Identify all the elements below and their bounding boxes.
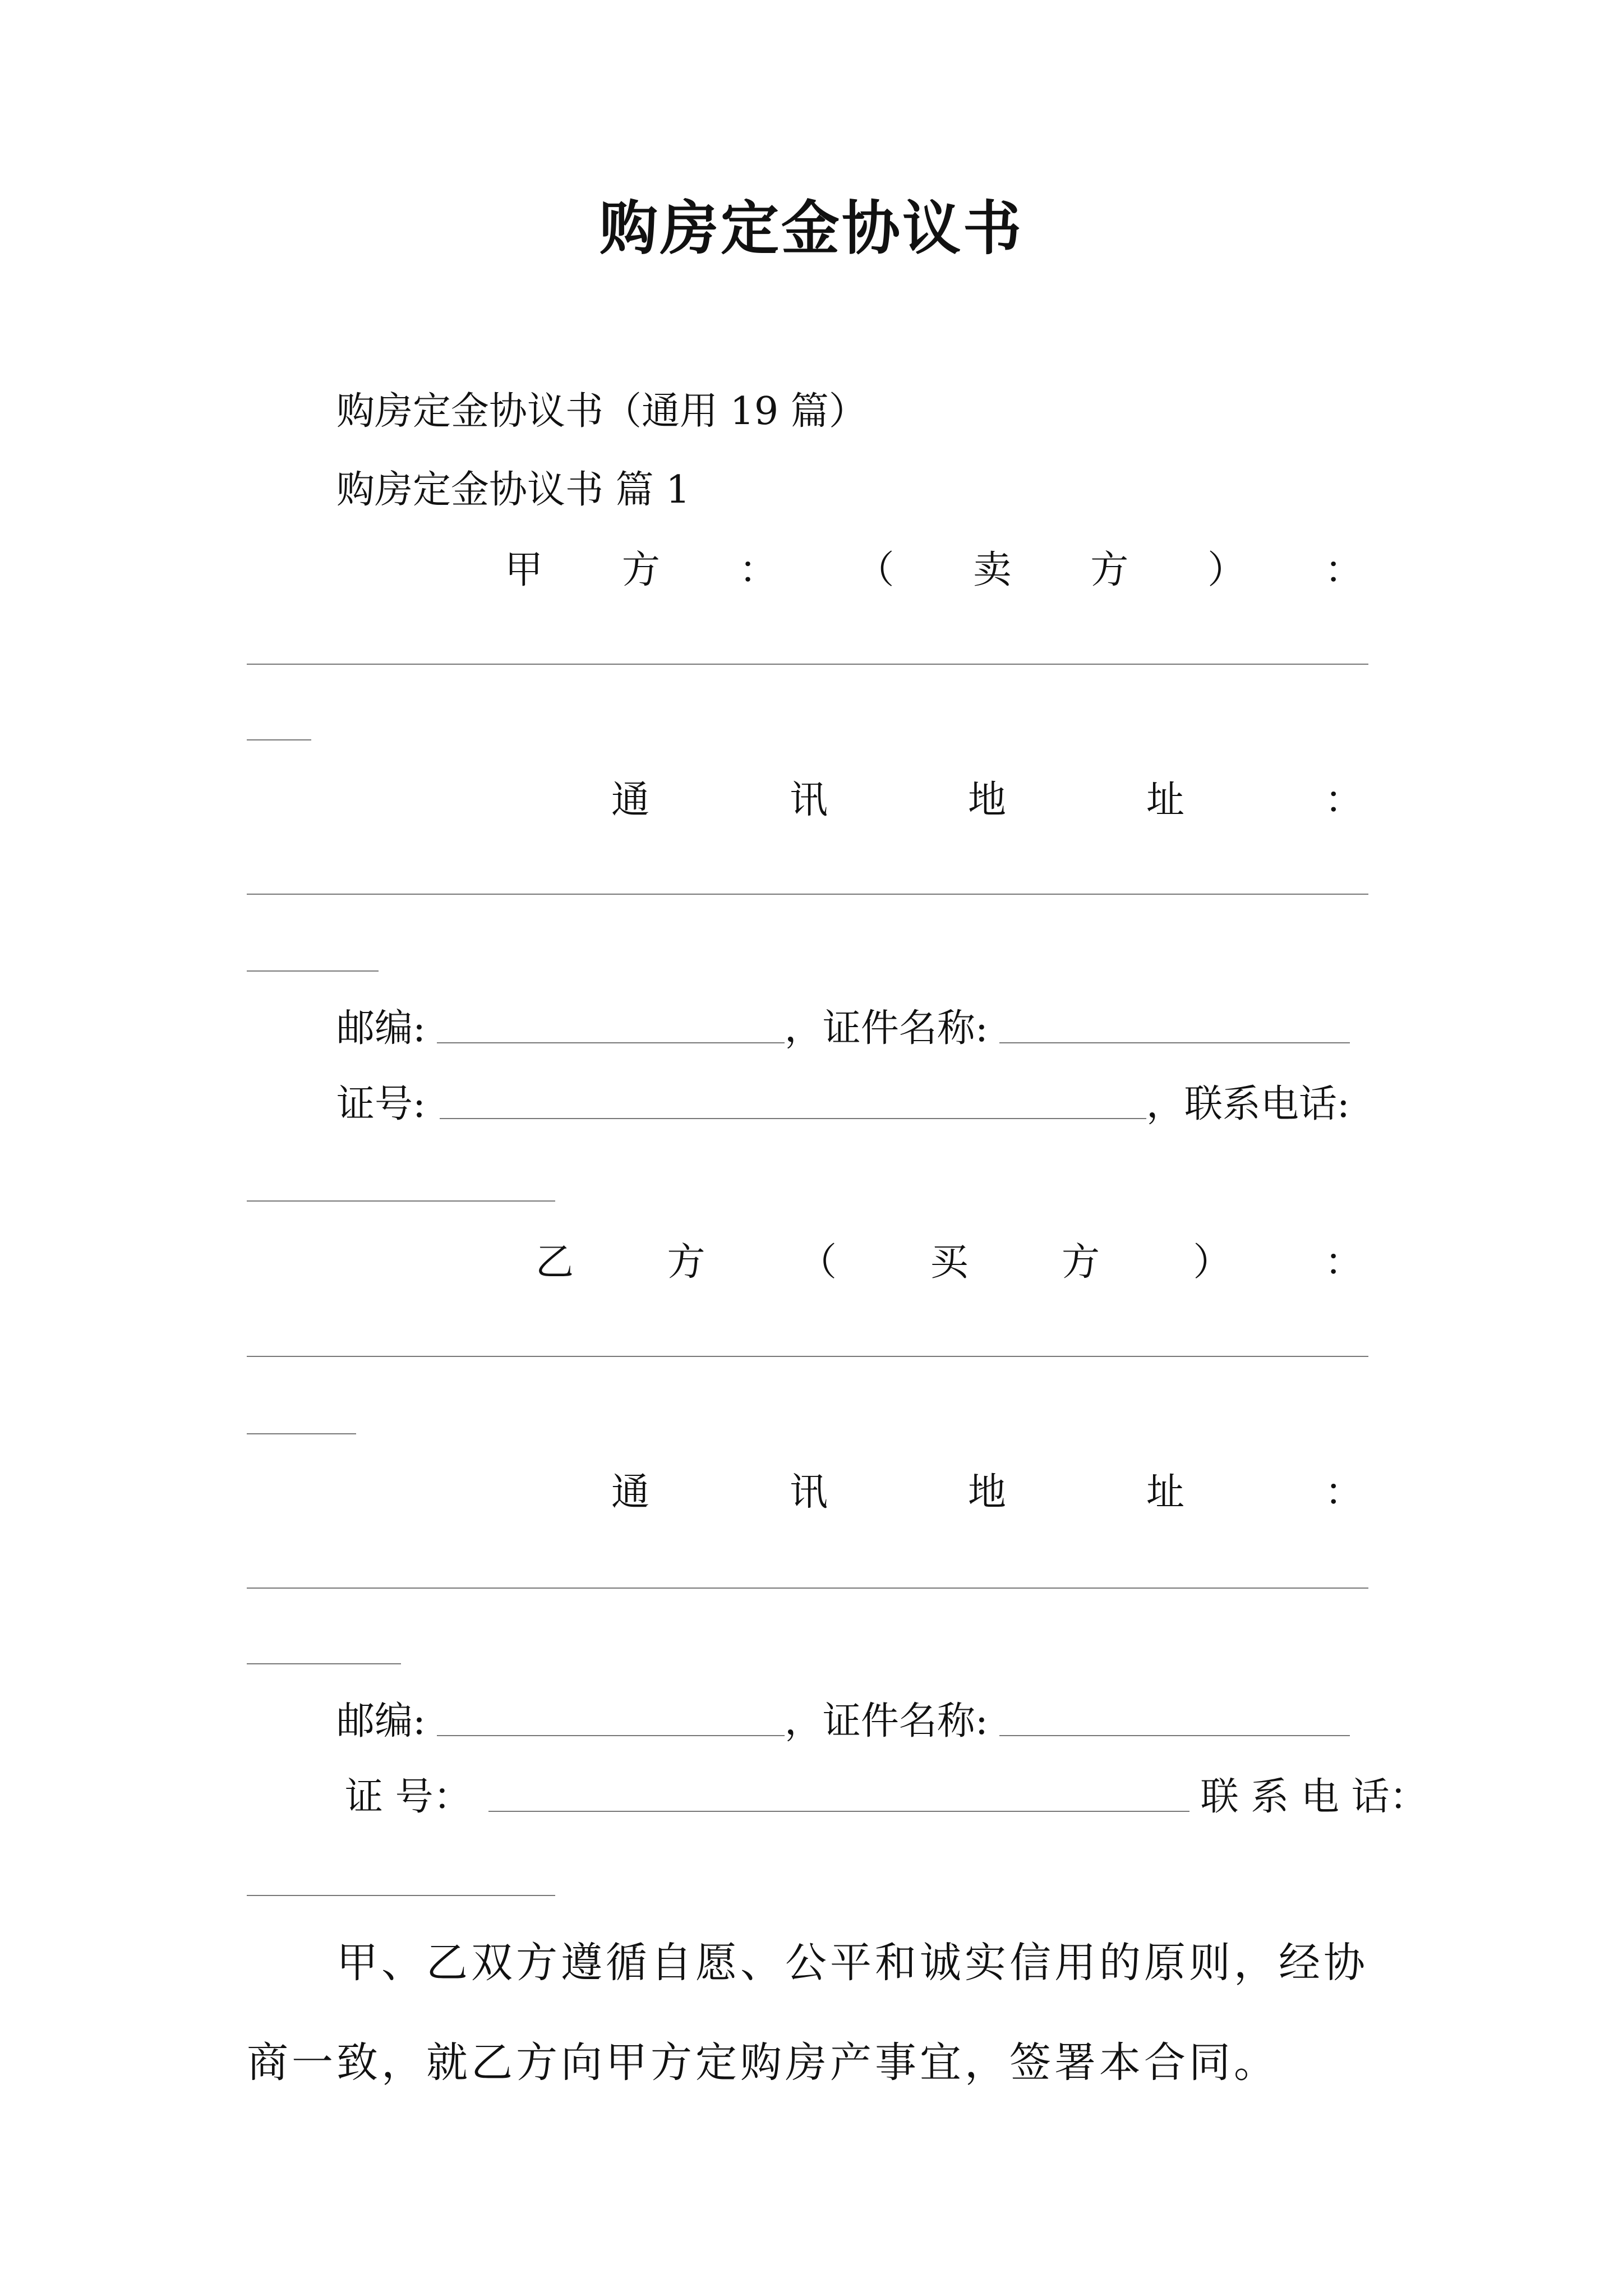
party-b-char: ） <box>1193 1240 1232 1285</box>
party-b-char: 乙 <box>536 1240 574 1285</box>
id-type-label: ，证件名称: <box>784 1699 988 1743</box>
party-b-phone-blank-line[interactable] <box>247 1895 555 1896</box>
party-b-address-blank-line-end <box>247 1663 401 1664</box>
document-title: 购房定金协议书 <box>599 194 1023 263</box>
postcode-label: 邮编: <box>336 1006 426 1051</box>
address-char: 地 <box>967 1470 1006 1515</box>
postcode-blank[interactable] <box>437 1042 785 1043</box>
party-b-char: 方 <box>667 1240 706 1285</box>
postcode-label: 邮编: <box>336 1699 426 1743</box>
party-b-name-blank-line <box>247 1356 1368 1357</box>
party-a-address-blank-line <box>247 894 1368 895</box>
id-type-label: ，证件名称: <box>784 1006 988 1051</box>
party-b-label <box>536 1240 1363 1285</box>
address-char: 址 <box>1146 778 1184 822</box>
party-a-address-blank-line-end <box>247 970 379 972</box>
party-a-char: 卖 <box>973 548 1012 592</box>
party-b-char: ： <box>1324 1240 1363 1285</box>
party-a-id-row <box>336 1082 1350 1126</box>
party-b-char: 方 <box>1061 1240 1100 1285</box>
address-char: 讯 <box>789 778 828 822</box>
id-number-blank[interactable] <box>440 1118 1146 1119</box>
id-number-label: 证 号： <box>345 1775 472 1819</box>
party-a-char: ： <box>739 548 777 592</box>
address-char: 地 <box>967 778 1006 822</box>
address-char: 讯 <box>789 1470 828 1515</box>
party-a-char: （ <box>856 548 895 592</box>
id-type-blank[interactable] <box>999 1042 1350 1043</box>
section-heading: 购房定金协议书 篇 1 <box>336 468 690 512</box>
party-a-name-blank-line <box>247 664 1368 665</box>
address-char: 通 <box>611 1470 650 1515</box>
document-subtitle: 购房定金协议书（通用 19 篇） <box>336 389 867 434</box>
id-type-blank[interactable] <box>999 1735 1350 1736</box>
party-a-char: ） <box>1207 548 1246 592</box>
party-b-postcode-row <box>336 1699 1350 1743</box>
address-char: 址 <box>1146 1470 1184 1515</box>
party-b-char: （ <box>798 1240 837 1285</box>
party-a-phone-blank-line[interactable] <box>247 1200 555 1202</box>
party-a-address-label <box>611 778 1363 822</box>
party-a-char: 方 <box>621 548 660 592</box>
party-a-label <box>505 548 1363 592</box>
agreement-paragraph: 甲、乙双方遵循自愿、公平和诚实信用的原则，经协商一致，就乙方向甲方定购房产事宜，签署本合同。 <box>247 1939 1368 2087</box>
party-a-postcode-row <box>336 1006 1350 1051</box>
party-a-char: 方 <box>1090 548 1129 592</box>
party-b-char: 买 <box>930 1240 969 1285</box>
phone-label: 联 系 电 话： <box>1200 1775 1428 1819</box>
party-a-char: 甲 <box>505 548 543 592</box>
party-b-id-row <box>345 1775 1428 1819</box>
id-number-label: 证号: <box>336 1082 426 1126</box>
address-char: ： <box>1324 1470 1363 1515</box>
party-b-name-blank-line-end <box>247 1433 356 1434</box>
address-char: ： <box>1324 778 1363 822</box>
postcode-blank[interactable] <box>437 1735 785 1736</box>
id-number-blank[interactable] <box>488 1811 1189 1812</box>
phone-label: ，联系电话: <box>1146 1082 1350 1126</box>
party-a-name-blank-line-end <box>247 739 311 740</box>
party-b-address-label <box>611 1470 1363 1515</box>
address-char: 通 <box>611 778 650 822</box>
party-b-address-blank-line <box>247 1588 1368 1589</box>
party-a-char: ： <box>1324 548 1363 592</box>
